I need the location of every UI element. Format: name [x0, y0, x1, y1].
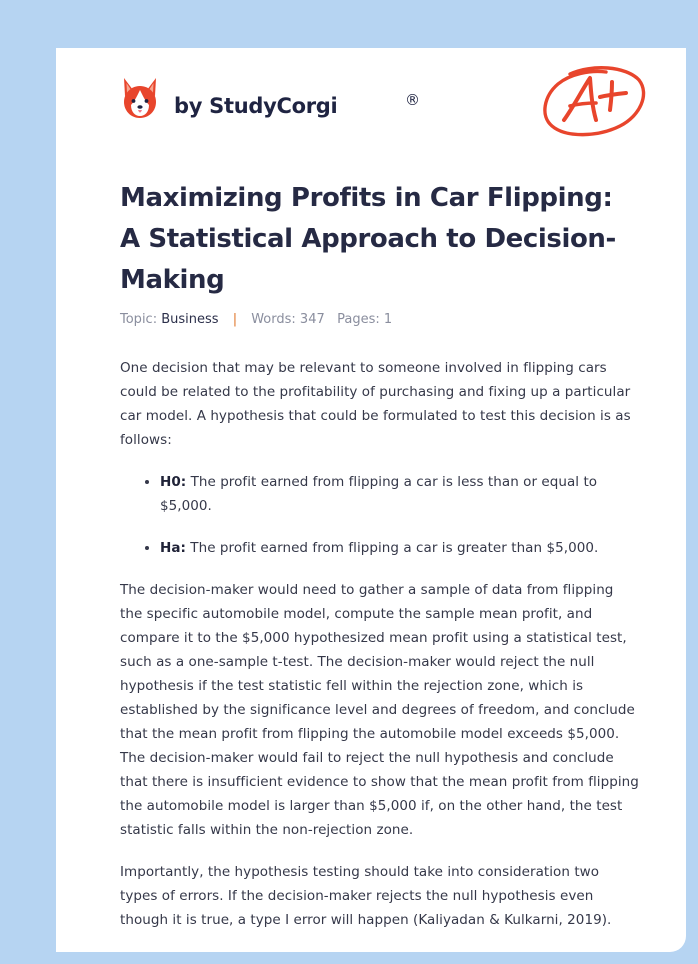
topic-link[interactable]: Business: [161, 312, 219, 327]
list-item: [160, 536, 640, 560]
article-body: [120, 356, 640, 950]
article-meta: [120, 312, 392, 327]
paragraph-intro: One decision that may be relevant to someone involved in flipping cars could be related to the profitability of purchasing and fixing up a particular car model. A hypothesis that could be formulated to test this decision is as follows:: [120, 360, 631, 448]
grade-badge: [540, 60, 648, 140]
registered-mark: ®: [405, 91, 420, 109]
page-title: Maximizing Profits in Car Flipping: A Statistical Approach to Decision-Making: [120, 183, 616, 295]
paragraph-method: The decision-maker would need to gather a sample of data from flipping the specific automobile model, compute the sample mean profit, and compare it to the $5,000 hypothesized mean profit using a statistical test, such as a one-sample t-test. The decision-maker would reject the null hypothesis if the test statistic fell within the rejection zone, which is established by the significance level and degrees of freedom, and conclude that the mean profit from flipping the automobile model exceeds $5,000. The decision-maker would fail to reject the null hypothesis and conclude that there is insufficient evidence to show that the mean profit from flipping the automobile model is larger than $5,000 if, on the other hand, the test statistic falls within the non-rejection zone.: [120, 582, 639, 838]
word-count: Words: 347: [251, 312, 325, 327]
document-page: [56, 48, 686, 952]
page-count: Pages: 1: [337, 312, 393, 327]
meta-separator: |: [232, 312, 238, 327]
hypothesis-label: H0:: [160, 474, 187, 490]
hypothesis-text: The profit earned from flipping a car is greater than $5,000.: [185, 540, 599, 556]
brand-name: by StudyCorgi: [174, 94, 338, 118]
list-item: [160, 470, 640, 518]
hypothesis-text: The profit earned from flipping a car is less than or equal to $5,000.: [160, 474, 598, 514]
corgi-icon: [120, 76, 160, 120]
hypothesis-label: Ha:: [160, 540, 186, 556]
topic-label: Topic:: [120, 312, 158, 327]
hypothesis-list: [120, 470, 640, 560]
paragraph-errors: Importantly, the hypothesis testing should take into consideration two types of errors. If the decision-maker rejects the null hypothesis even though it is true, a type I error will happen (Kaliyadan & Kulkarni, 2019).: [120, 864, 612, 928]
